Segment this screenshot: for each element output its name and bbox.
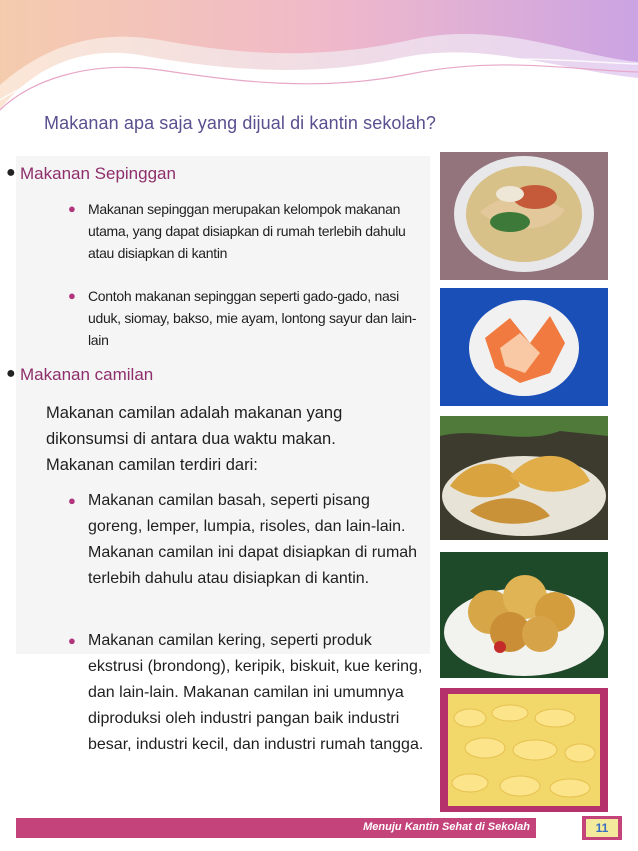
footer-label: Menuju Kantin Sehat di Sekolah bbox=[363, 821, 530, 833]
page-number: 11 bbox=[586, 819, 618, 837]
bullet-icon: ● bbox=[68, 288, 76, 303]
list-item bbox=[68, 488, 428, 592]
kerupuk-chips-photo bbox=[440, 288, 608, 406]
list-item-text: Contoh makanan sepinggan seperti gado-gado, nasi uduk, siomay, bakso, mie ayam, lontong sayur dan lain-lain bbox=[88, 288, 417, 348]
mie-ayam-bowl-photo bbox=[440, 152, 608, 280]
bullet-icon: ● bbox=[68, 201, 76, 216]
bullet-icon: ● bbox=[68, 493, 76, 508]
list-item bbox=[68, 285, 428, 351]
footer-bar bbox=[16, 818, 536, 838]
section-heading-text: Makanan camilan bbox=[20, 365, 154, 384]
page-number-box bbox=[582, 816, 622, 840]
potato-chips-photo bbox=[440, 688, 608, 812]
section-intro-paragraph: Makanan camilan adalah makanan yang dikonsumsi di antara dua waktu makan. Makanan camilan terdiri dari: bbox=[46, 404, 343, 474]
list-item bbox=[68, 198, 428, 264]
bullet-icon: ● bbox=[6, 365, 16, 382]
section-heading-text: Makanan Sepinggan bbox=[20, 164, 176, 183]
section-heading-camilan bbox=[6, 365, 154, 385]
page-title: Makanan apa saja yang dijual di kantin sekolah? bbox=[44, 113, 436, 133]
footer-gap bbox=[542, 818, 578, 838]
bullet-icon: ● bbox=[6, 164, 16, 181]
list-item-text: Makanan camilan kering, seperti produk ekstrusi (brondong), keripik, biskuit, kue kering, dan lain-lain. Makanan camilan ini umumnya diproduksi oleh industri pangan baik industri besar, industri kecil, dan industri rumah tangga. bbox=[88, 632, 424, 753]
list-item bbox=[68, 628, 428, 758]
bullet-icon: ● bbox=[68, 633, 76, 648]
list-item-text: Makanan sepinggan merupakan kelompok makanan utama, yang dapat disiapkan di rumah terlebih dahulu atau disiapkan di kantin bbox=[88, 201, 406, 261]
pastel-fried-snacks-photo bbox=[440, 416, 608, 540]
list-item-text: Makanan camilan basah, seperti pisang goreng, lemper, lumpia, risoles, dan lain-lain. Makanan camilan ini dapat disiapkan di rumah terlebih dahulu atau disiapkan di kantin. bbox=[88, 492, 418, 587]
section-heading-sepinggan bbox=[6, 164, 176, 184]
bolu-kukus-cakes-photo bbox=[440, 552, 608, 678]
header-wave-decoration bbox=[0, 0, 638, 115]
